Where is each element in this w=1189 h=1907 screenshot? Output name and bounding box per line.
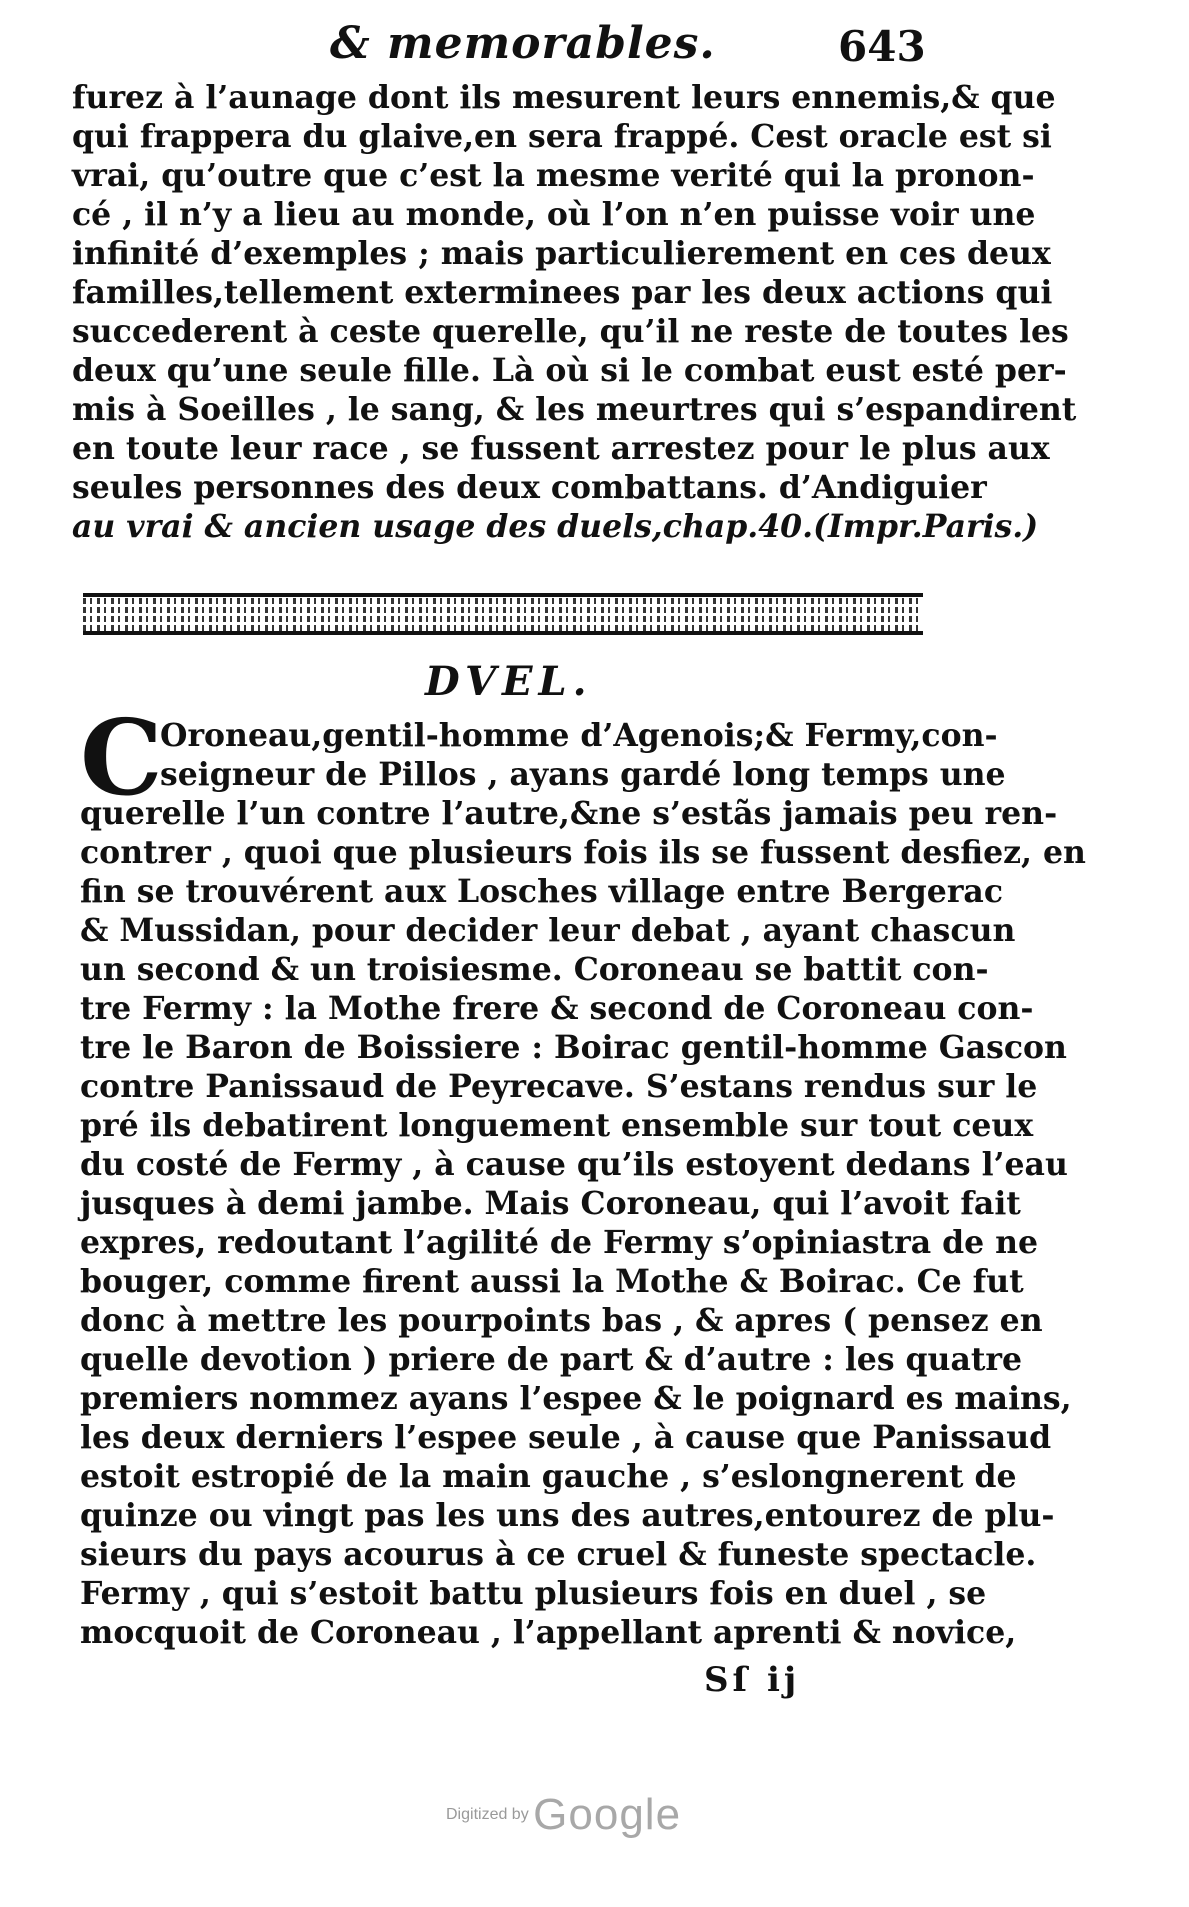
text-line: tre Fermy : la Mothe frere & second de Coroneau con- [80,990,1034,1027]
text-line: du costé de Fermy , à cause qu’ils estoyent dedans l’eau [80,1146,1068,1183]
text-line: deux qu’une seule fille. Là où si le combat eust esté per- [72,352,1067,389]
text-line: sieurs du pays acourus à ce cruel & funeste spectacle. [80,1536,1037,1573]
digitizer-brand: Google [533,1790,682,1839]
text-line: donc à mettre les pourpoints bas , & apres ( pensez en [80,1302,1043,1339]
text-line: jusques à demi jambe. Mais Coroneau, qui l’avoit fait [80,1185,1021,1222]
signature-mark: Sſ ij [704,1660,801,1700]
text-line: bouger, comme firent aussi la Mothe & Boirac. Ce fut [80,1263,1024,1300]
section-heading: DVEL. [425,658,593,705]
text-line: tre le Baron de Boissiere : Boirac gentil-homme Gascon [80,1029,1067,1066]
text-line: infinité d’exemples ; mais particulierement en ces deux [72,235,1051,272]
citation-line: au vrai & ancien usage des duels,chap.40.(Impr.Paris.) [72,508,1039,545]
digitizer-watermark [446,1790,681,1840]
text-line: en toute leur race , se fussent arrestez pour le plus aux [72,430,1050,467]
page-number: 643 [838,22,926,71]
text-line: Fermy , qui s’estoit battu plusieurs fois en duel , se [80,1575,987,1612]
text-line: querelle l’un contre l’autre,&ne s’estãs jamais peu ren- [80,795,1058,832]
digitized-prefix: Digitized by [446,1806,529,1823]
text-line: quinze ou vingt pas les uns des autres,entourez de plu- [80,1497,1055,1534]
running-title: & memorables. [330,18,716,69]
text-line: estoit estropié de la main gauche , s’eslongnerent de [80,1458,1017,1495]
text-line: seules personnes des deux combattans. d’Andiguier [72,469,987,506]
text-line: un second & un troisiesme. Coroneau se battit con- [80,951,989,988]
text-line: furez à l’aunage dont ils mesurent leurs ennemis,& que [72,79,1056,116]
ornament-pattern [83,597,923,631]
text-line: seigneur de Pillos , ayans gardé long temps une [160,756,1006,793]
text-line: cé , il n’y a lieu au monde, où l’on n’en puisse voir une [72,196,1036,233]
text-line: & Mussidan, pour decider leur debat , ayant chascun [80,912,1016,949]
text-line: Oroneau,gentil-homme d’Agenois;& Fermy,con- [160,717,998,754]
source-citation [72,507,1039,546]
text-line: fin se trouvérent aux Losches village entre Bergerac [80,873,1004,910]
drop-cap: C [80,696,163,819]
text-line: pré ils debatirent longuement ensemble sur tout ceux [80,1107,1034,1144]
text-line: les deux derniers l’espee seule , à cause que Panissaud [80,1419,1052,1456]
text-line: qui frappera du glaive,en sera frappé. Cest oracle est si [72,118,1052,155]
text-line: expres, redoutant l’agilité de Fermy s’opiniastra de ne [80,1224,1039,1261]
paragraph-duel [80,696,1086,1652]
text-line: contrer , quoi que plusieurs fois ils se fussent desfiez, en [80,834,1086,871]
text-line: quelle devotion ) priere de part & d’autre : les quatre [80,1341,1023,1378]
text-line: succederent à ceste querelle, qu’il ne reste de toutes les [72,313,1069,350]
text-line: premiers nommez ayans l’espee & le poignard es mains, [80,1380,1072,1417]
paragraph-continuation [72,78,1077,507]
text-line: familles,tellement exterminees par les deux actions qui [72,274,1053,311]
text-line: mis à Soeilles , le sang, & les meurtres qui s’espandirent [72,391,1077,428]
text-line: contre Panissaud de Peyrecave. S’estans rendus sur le [80,1068,1038,1105]
text-line: mocquoit de Coroneau , l’appellant aprenti & novice, [80,1614,1017,1651]
text-line: vrai, qu’outre que c’est la mesme verité qui la pronon- [72,157,1035,194]
